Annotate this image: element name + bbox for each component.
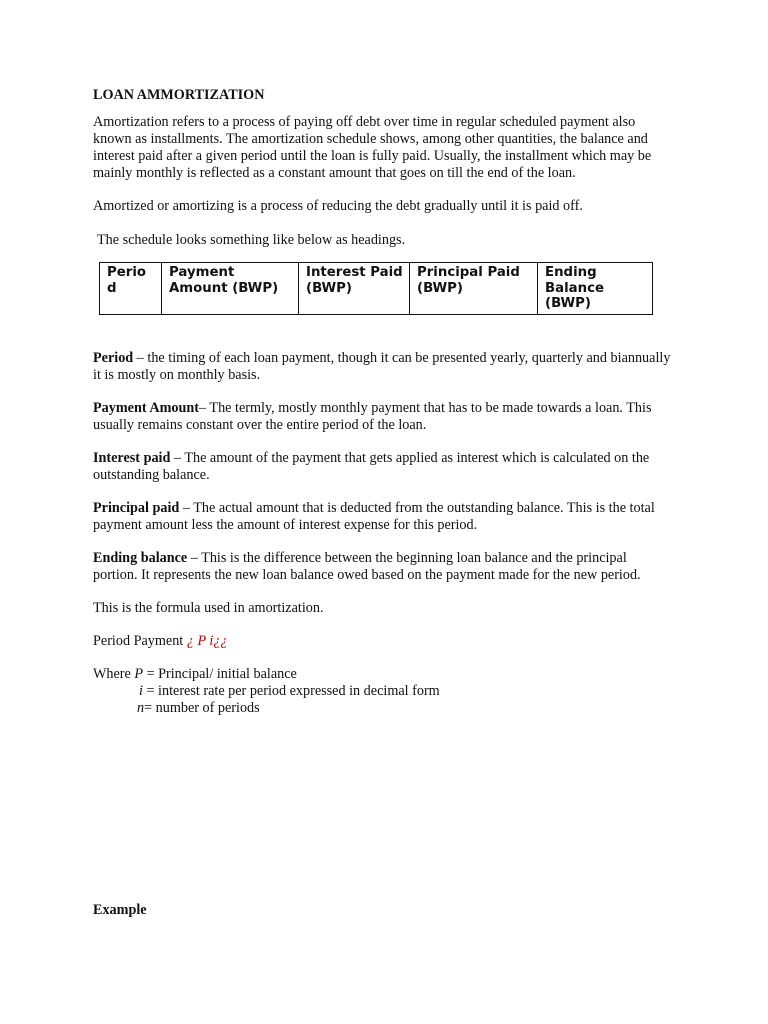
text-payment-amount: – The termly, mostly monthly payment that has to be made towards a loan. This usually remains constant over the entire period of the loan. [93,399,652,433]
where-line-principal [93,666,673,683]
var-p: P [134,665,144,682]
definition-period [93,350,673,384]
where-line-periods [93,700,673,717]
definition-principal-paid [93,500,673,534]
var-i: i [139,682,143,699]
formula-intro: This is the formula used in amortization. [93,599,324,616]
where-block [93,666,673,717]
definition-interest-paid [93,450,673,484]
amortized-paragraph: Amortized or amortizing is a process of reducing the debt gradually until it is paid off. [93,198,583,214]
term-principal-paid: Principal paid [93,499,180,516]
table-row [100,263,653,315]
where-p-text: = Principal/ initial balance [143,665,297,682]
term-payment-amount: Payment Amount [93,399,200,416]
var-n: n [137,699,145,716]
formula-line [93,633,673,650]
intro-paragraph: Amortization refers to a process of paying off debt over time in regular scheduled payment also known as installments. The amortization schedule shows, among other quantities, the balance and interest paid after a given period until the loan is fully paid. Usually, the installment which may be mainly monthly is reflected as a constant amount that goes on till the end of the loan. [93,114,652,181]
where-n-text: = number of periods [144,699,260,716]
formula-symbols: ¿ P i¿¿ [186,632,228,649]
heading-payment-amount: Payment Amount (BWP) [162,263,299,315]
text-ending-balance: – This is the difference between the beginning loan balance and the principal portion. It represents the new loan balance owed based on the payment made for the new period. [93,549,641,583]
text-principal-paid: – The actual amount that is deducted from the outstanding balance. This is the total payment amount less the amount of interest expense for this period. [93,499,655,533]
example-heading: Example [93,902,147,918]
where-i-text: = interest rate per period expressed in decimal form [142,682,440,699]
schedule-headings-table [99,262,653,315]
definition-ending-balance [93,550,673,584]
schedule-intro: The schedule looks something like below as headings. [97,232,406,248]
text-interest-paid: – The amount of the payment that gets applied as interest which is calculated on the outstanding balance. [93,449,650,483]
term-ending-balance: Ending balance [93,549,188,566]
heading-principal-paid: Principal Paid (BWP) [410,263,538,315]
heading-ending-balance: Ending Balance (BWP) [538,263,653,315]
where-prefix: Where [93,665,135,682]
formula-label: Period Payment [93,632,187,649]
document-page [93,87,673,717]
where-line-interest [93,683,673,700]
heading-period: Period [100,263,162,315]
document-title: LOAN AMMORTIZATION [93,87,265,103]
heading-interest-paid: Interest Paid (BWP) [299,263,410,315]
text-period: – the timing of each loan payment, though it can be presented yearly, quarterly and biannually it is mostly on monthly basis. [93,349,671,383]
term-interest-paid: Interest paid [93,449,171,466]
term-period: Period [93,349,134,366]
definition-payment-amount [93,400,673,434]
